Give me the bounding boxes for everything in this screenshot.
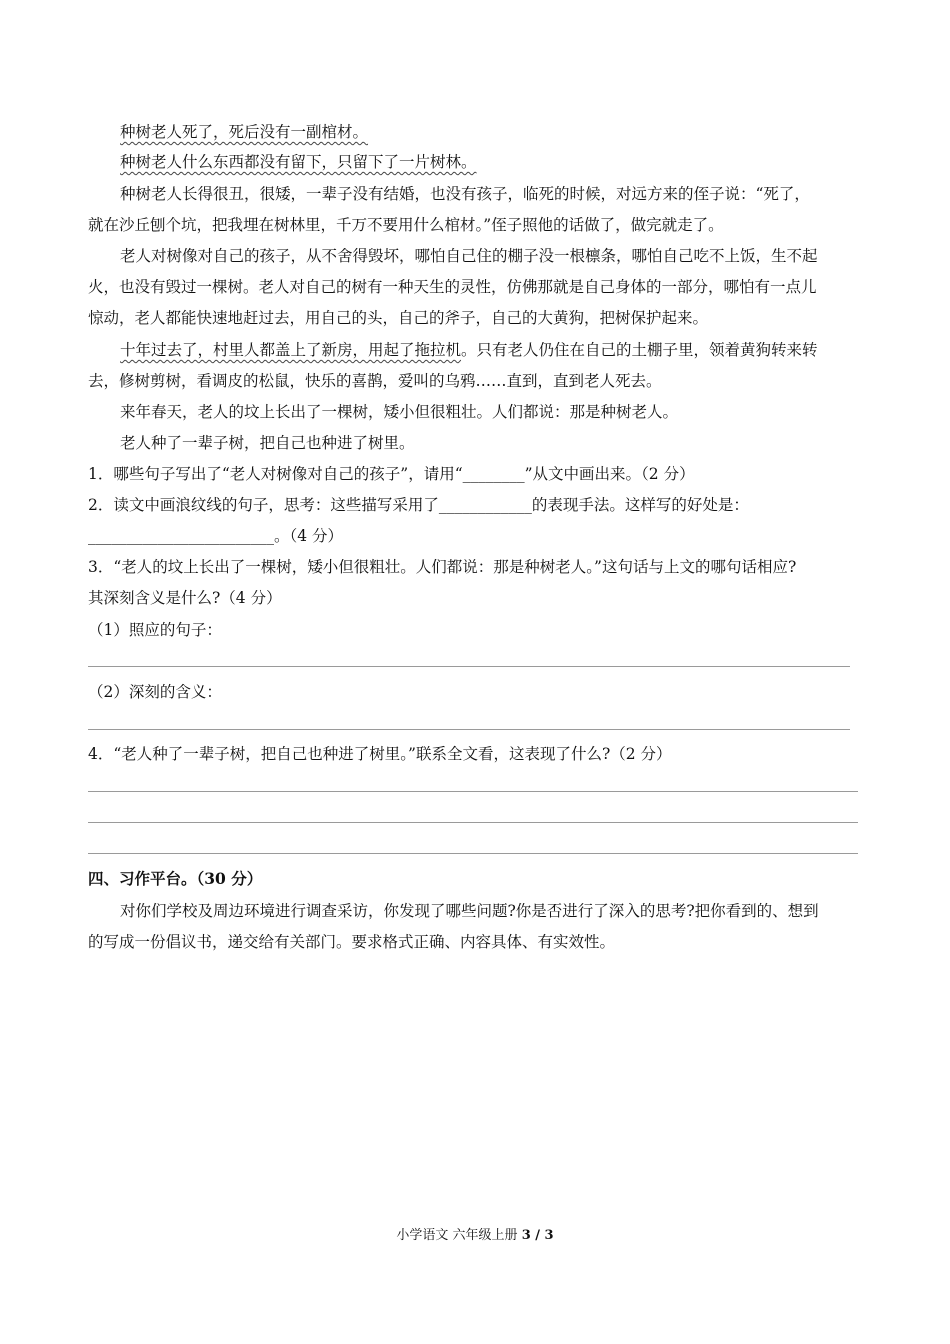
question-3-sub1: （1）照应的句子： [88,621,222,639]
answer-line[interactable] [88,666,850,667]
answer-line[interactable] [88,853,858,854]
question-text: 的表现手法。这样写的好处是： [531,496,749,514]
section-heading: 四、习作平台。（30 分） [88,869,263,888]
passage-line [120,117,868,147]
passage-line [120,335,868,365]
passage-text: 。只有老人仍住在自己的土棚子里，领着黄狗转来转 [461,341,818,359]
passage-line: 就在沙丘刨个坑，把我埋在树林里，千万不要用什么棺材。”侄子照他的话做了，做完就走了。 [88,216,724,234]
footer-label: 小学语文 六年级上册 [396,1228,518,1243]
passage-line: 火，也没有毁过一棵树。老人对自己的树有一种天生的灵性，仿佛那就是自己身体的一部分，哪怕有一点儿 [88,278,817,296]
question-3-sub2: （2）深刻的含义： [88,683,222,701]
question-3: 3．“老人的坟上长出了一棵树，矮小但很粗壮。人们都说：那是种树老人。”这句话与上文的哪句话相应? [88,558,797,576]
page-footer [0,1226,950,1246]
answer-blank[interactable]: ____________ [438,496,532,514]
passage-line: 惊动，老人都能快速地赶过去，用自己的头，自己的斧子，自己的大黄狗，把树保护起来。 [88,309,709,327]
passage-line: 去，修树剪树，看调皮的松鼠，快乐的喜鹊，爱叫的乌鸦……直到，直到老人死去。 [88,372,662,390]
question-text: 。（4 分） [274,527,344,545]
answer-blank[interactable]: ________________________ [88,527,274,545]
answer-line[interactable] [88,822,858,823]
passage-line: 老人对树像对自己的孩子，从不舍得毁坏，哪怕自己住的棚子没一根檩条，哪怕自己吃不上饭，生不起 [120,247,818,265]
writing-prompt-cont: 的写成一份倡议书，递交给有关部门。要求格式正确、内容具体、有实效性。 [88,933,616,951]
question-4: 4．“老人种了一辈子树，把自己也种进了树里。”联系全文看，这表现了什么?（2 分） [88,745,672,763]
answer-line[interactable] [88,729,850,730]
wavy-sentence: 种树老人死了，死后没有一副棺材。 [120,123,369,141]
passage-line: 老人种了一辈子树，把自己也种进了树里。 [120,434,415,452]
page-number: 3 / 3 [521,1228,554,1243]
wavy-sentence: 十年过去了，村里人都盖上了新房，用起了拖拉机 [120,341,462,359]
writing-prompt: 对你们学校及周边环境进行调查采访，你发现了哪些问题?你是否进行了深入的思考?把你看到的、想到 [120,902,819,920]
passage-line: 来年春天，老人的坟上长出了一棵树，矮小但很粗壮。人们都说：那是种树老人。 [120,403,679,421]
passage-line [120,147,868,177]
question-2 [88,490,868,520]
question-1: 1．哪些句子写出了“老人对树像对自己的孩子”，请用“________”从文中画出来。（2 分） [88,465,695,483]
question-2-cont [88,521,868,551]
answer-line[interactable] [88,791,858,792]
question-3-cont: 其深刻含义是什么?（4 分） [88,589,282,607]
wavy-sentence: 种树老人什么东西都没有留下，只留下了一片树林。 [120,153,477,171]
passage-line: 种树老人长得很丑，很矮，一辈子没有结婚，也没有孩子，临死的时候，对远方来的侄子说：“死了， [120,185,810,203]
question-text: 2．读文中画浪纹线的句子，思考：这些描写采用了 [88,496,439,514]
